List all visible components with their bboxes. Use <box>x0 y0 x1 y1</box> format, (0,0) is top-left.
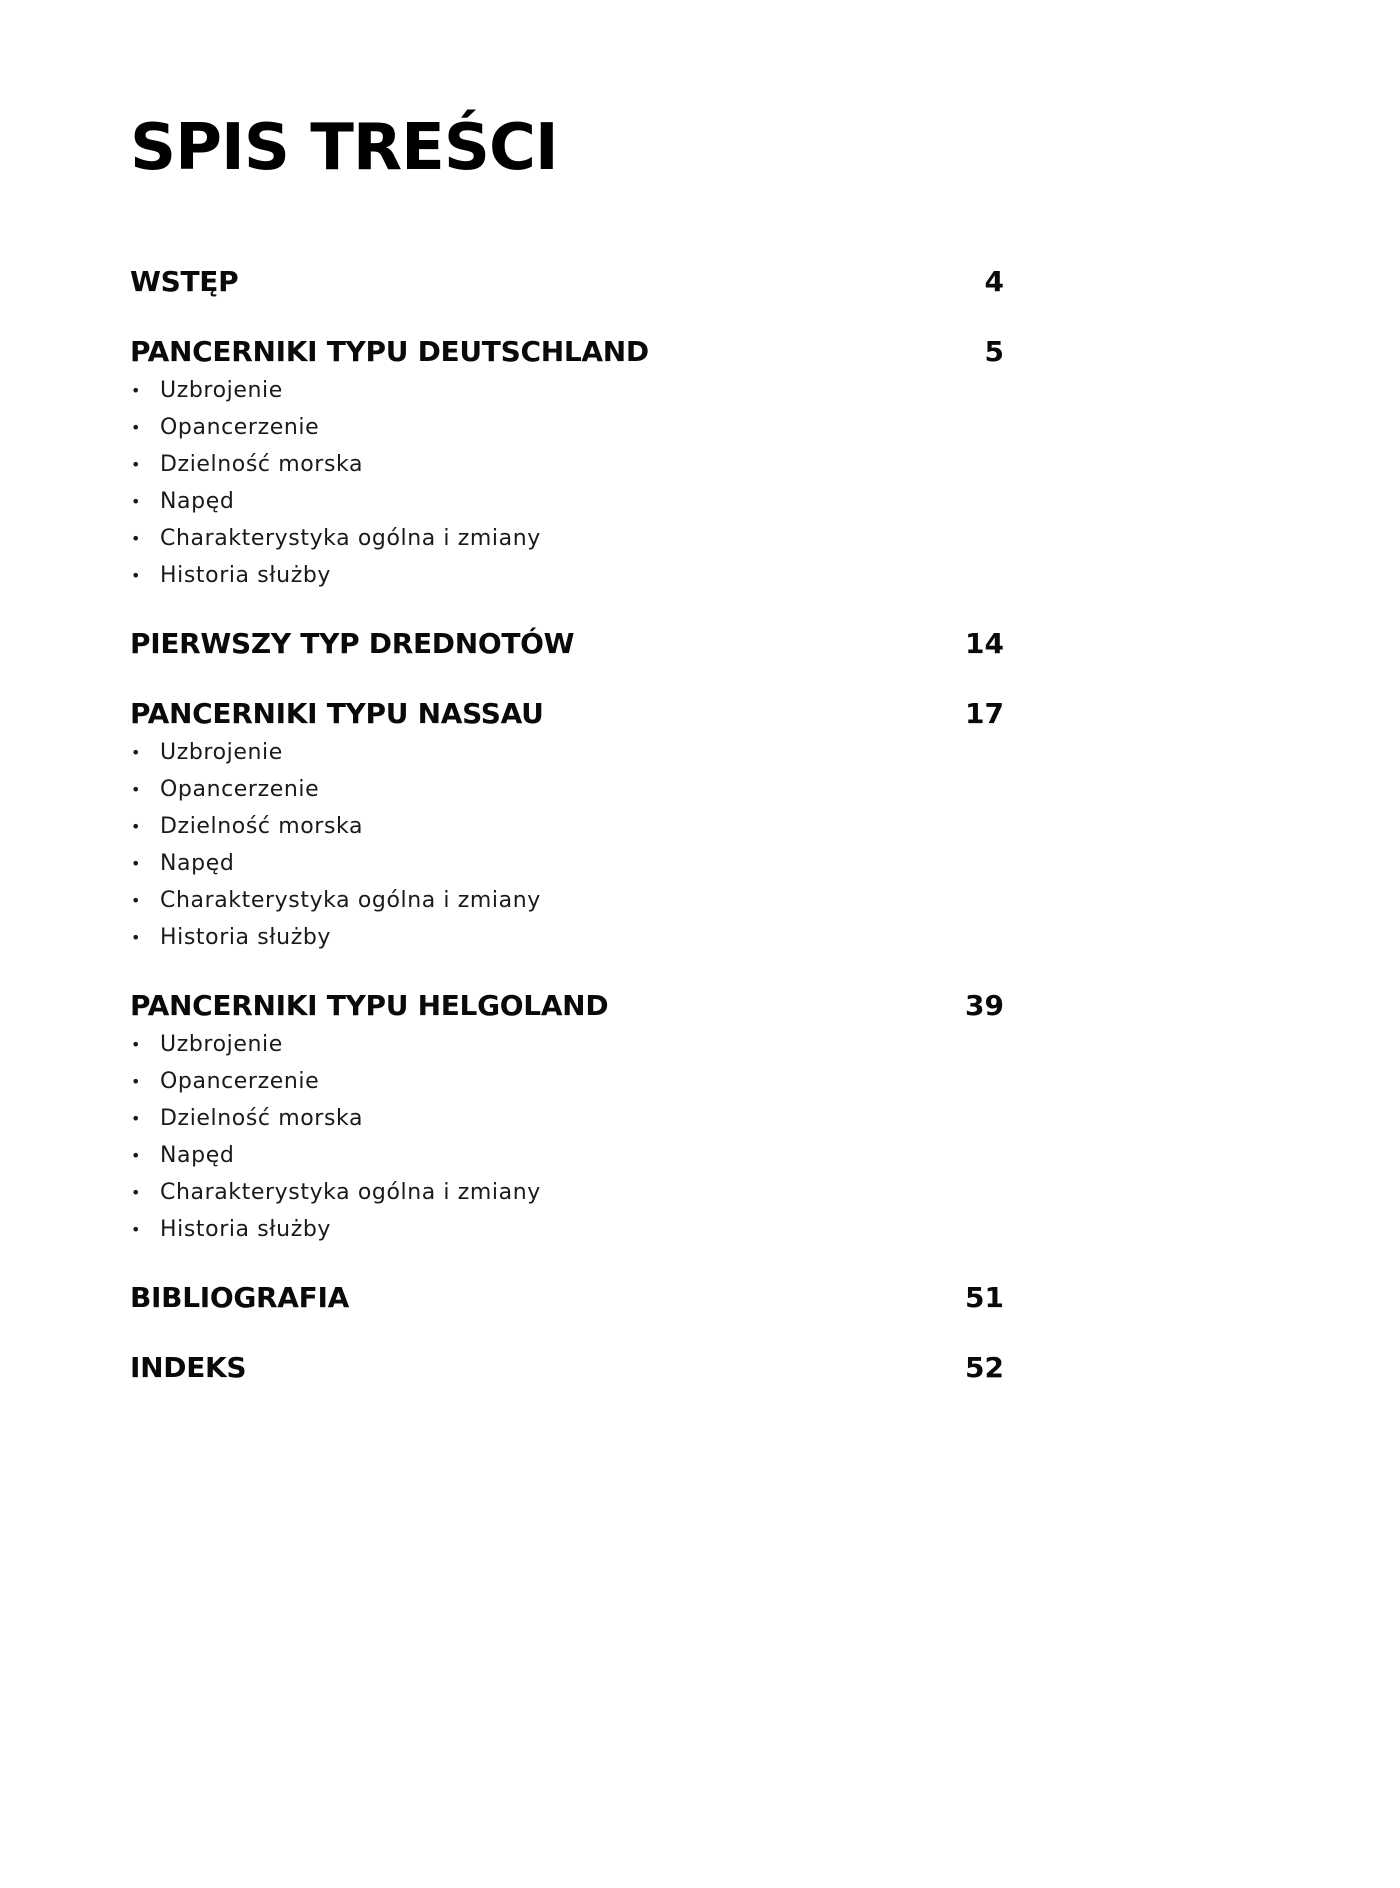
toc-subsection-item[interactable] <box>130 1100 1004 1137</box>
toc-section-title: PIERWSZY TYP DREDNOTÓW <box>130 627 575 660</box>
toc-section-heading[interactable] <box>130 694 1004 734</box>
toc-section-heading[interactable] <box>130 624 1004 664</box>
toc-subsection-item[interactable] <box>130 1137 1004 1174</box>
toc-section-title: PANCERNIKI TYPU DEUTSCHLAND <box>130 335 649 368</box>
toc-section-heading[interactable] <box>130 332 1004 372</box>
toc-subsection-label: Charakterystyka ogólna i zmiany <box>160 1180 541 1205</box>
toc-section <box>130 332 1004 594</box>
bullet-icon: • <box>131 1146 142 1165</box>
toc-subsection-label: Uzbrojenie <box>160 378 283 403</box>
toc-subsection-label: Napęd <box>160 1143 235 1168</box>
toc-subsection-item[interactable] <box>130 446 1004 483</box>
toc-subsection-list <box>130 1026 1004 1248</box>
toc-subsection-label: Uzbrojenie <box>160 1032 283 1057</box>
toc-subsection-label: Charakterystyka ogólna i zmiany <box>160 888 541 913</box>
toc-subsection-item[interactable] <box>130 771 1004 808</box>
toc-subsection-item[interactable] <box>130 882 1004 919</box>
toc-subsection-label: Opancerzenie <box>160 777 320 802</box>
toc-section-title: WSTĘP <box>130 265 239 298</box>
toc-section <box>130 1278 1004 1318</box>
bullet-icon: • <box>131 529 142 548</box>
bullet-icon: • <box>131 780 142 799</box>
bullet-icon: • <box>131 492 142 511</box>
toc-subsection-item[interactable] <box>130 845 1004 882</box>
toc-subsection-label: Napęd <box>160 851 235 876</box>
toc-section <box>130 1348 1004 1388</box>
bullet-icon: • <box>131 1183 142 1202</box>
bullet-icon: • <box>131 928 142 947</box>
toc-subsection-item[interactable] <box>130 734 1004 771</box>
toc-section-title: INDEKS <box>130 1351 247 1384</box>
toc-subsection-label: Opancerzenie <box>160 415 320 440</box>
toc-section-title: PANCERNIKI TYPU NASSAU <box>130 697 544 730</box>
toc-page-number: 52 <box>965 1351 1004 1384</box>
toc-subsection-label: Napęd <box>160 489 235 514</box>
bullet-icon: • <box>131 1109 142 1128</box>
toc-page-number: 51 <box>965 1281 1004 1314</box>
toc-subsection-list <box>130 734 1004 956</box>
toc-section <box>130 986 1004 1248</box>
toc-subsection-label: Historia służby <box>160 925 332 950</box>
toc-section <box>130 624 1004 664</box>
toc-section-title: PANCERNIKI TYPU HELGOLAND <box>130 989 609 1022</box>
toc-section-heading[interactable] <box>130 1348 1004 1388</box>
toc-subsection-item[interactable] <box>130 1026 1004 1063</box>
toc-subsection-item[interactable] <box>130 409 1004 446</box>
toc-section <box>130 262 1004 302</box>
toc-section-heading[interactable] <box>130 1278 1004 1318</box>
toc-subsection-label: Historia służby <box>160 563 332 588</box>
page-title: SPIS TREŚCI <box>130 111 558 185</box>
toc-subsection-label: Charakterystyka ogólna i zmiany <box>160 526 541 551</box>
bullet-icon: • <box>131 854 142 873</box>
table-of-contents <box>130 262 1004 1388</box>
bullet-icon: • <box>131 566 142 585</box>
toc-subsection-item[interactable] <box>130 1211 1004 1248</box>
toc-subsection-item[interactable] <box>130 808 1004 845</box>
toc-subsection-label: Historia służby <box>160 1217 332 1242</box>
toc-subsection-label: Dzielność morska <box>160 1106 364 1131</box>
toc-section-heading[interactable] <box>130 262 1004 302</box>
bullet-icon: • <box>131 743 142 762</box>
toc-subsection-item[interactable] <box>130 557 1004 594</box>
bullet-icon: • <box>131 891 142 910</box>
toc-subsection-label: Dzielność morska <box>160 814 364 839</box>
toc-section-title: BIBLIOGRAFIA <box>130 1281 349 1314</box>
toc-page-number: 4 <box>984 265 1004 298</box>
toc-page-number: 14 <box>965 627 1004 660</box>
toc-page-number: 5 <box>984 335 1004 368</box>
toc-subsection-item[interactable] <box>130 483 1004 520</box>
bullet-icon: • <box>131 455 142 474</box>
bullet-icon: • <box>131 1072 142 1091</box>
toc-subsection-label: Dzielność morska <box>160 452 364 477</box>
toc-subsection-label: Uzbrojenie <box>160 740 283 765</box>
bullet-icon: • <box>131 381 142 400</box>
bullet-icon: • <box>131 817 142 836</box>
bullet-icon: • <box>131 418 142 437</box>
toc-section <box>130 694 1004 956</box>
toc-subsection-item[interactable] <box>130 372 1004 409</box>
toc-subsection-item[interactable] <box>130 1063 1004 1100</box>
bullet-icon: • <box>131 1035 142 1054</box>
toc-section-heading[interactable] <box>130 986 1004 1026</box>
toc-subsection-item[interactable] <box>130 520 1004 557</box>
bullet-icon: • <box>131 1220 142 1239</box>
toc-page-number: 17 <box>965 697 1004 730</box>
toc-subsection-list <box>130 372 1004 594</box>
toc-subsection-item[interactable] <box>130 919 1004 956</box>
toc-subsection-label: Opancerzenie <box>160 1069 320 1094</box>
toc-subsection-item[interactable] <box>130 1174 1004 1211</box>
toc-page-number: 39 <box>965 989 1004 1022</box>
